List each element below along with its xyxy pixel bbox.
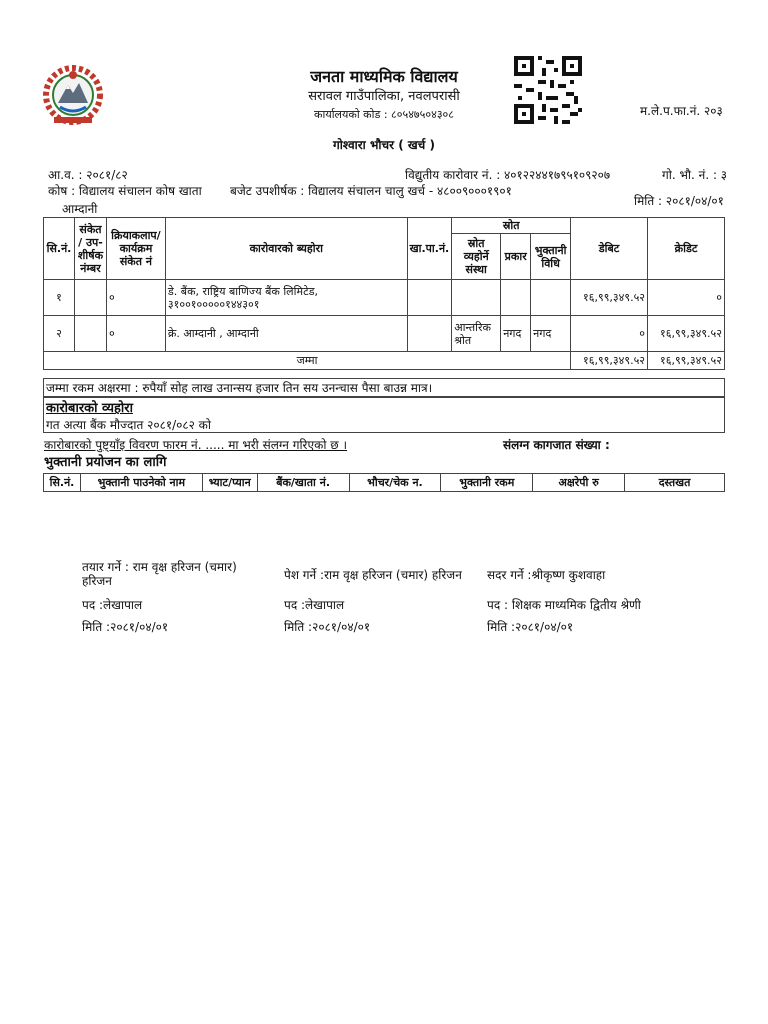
payment-heading: भुक्तानी प्रयोजन का लागि [44, 455, 167, 470]
narration-heading: कारोबारको व्यहोरा [46, 401, 133, 416]
signature-prepared-by [82, 560, 282, 634]
col-header-description: कारोवारको ब्यहोरा [165, 218, 407, 280]
qr-code-icon [514, 56, 582, 124]
col-header-debit: डेबिट [571, 218, 648, 280]
row-type: नगद [501, 316, 531, 352]
voucher-title: गोश्वारा भौचर ( खर्च ) [333, 138, 435, 152]
col-header-source-org: स्रोत व्यहोर्ने संस्था [452, 234, 501, 280]
col-header-type: प्रकार [501, 234, 531, 280]
amount-in-words: जम्मा रकम अक्षरमा : रुपैयाँ सोह लाख उनान्सय हजार तिन सय उनन्चास पैसा बाउन्न मात्र। [43, 378, 725, 397]
school-address: सरावल गाउँपालिका, नवलपरासी [308, 89, 460, 104]
budget-subheading: बजेट उपशीर्षक : विद्यालय संचालन चालु खर्च - ४८००९०००१९०१ [230, 184, 512, 198]
payment-table [43, 473, 725, 492]
row-credit: ० [648, 280, 725, 316]
payment-col-amount-words: अक्षरेपी रु [533, 474, 625, 492]
attachment-note: कारोबारको पुष्ट्याँइ विवरण फारम नं. ..... मा भरी संलग्न गरिएको छ । [44, 438, 348, 452]
payment-col-signature: दस्तखत [625, 474, 725, 492]
submitted-by-date: मिति :२०८१/०४/०१ [284, 620, 371, 634]
row-credit: १६,९९,३४९.५२ [648, 316, 725, 352]
total-credit: १६,९९,३४९.५२ [648, 352, 725, 370]
row-code [74, 316, 106, 352]
submitted-by-name: पेश गर्ने :राम वृक्ष हरिजन (चमार) हरिजन [284, 568, 462, 582]
row-source-org [452, 280, 501, 316]
signature-approved-by [487, 568, 727, 634]
col-header-ledger: खा.पा.नं. [407, 218, 452, 280]
total-debit: १६,९९,३४९.५२ [571, 352, 648, 370]
submitted-by-post: पद :लेखापाल [284, 598, 345, 612]
row-ledger [407, 316, 452, 352]
col-header-credit: क्रेडिट [648, 218, 725, 280]
row-sn: २ [44, 316, 75, 352]
table-header-row [44, 218, 725, 234]
payment-col-bank-account: बैंक/खाता नं. [257, 474, 349, 492]
approved-by-date: मिति :२०८१/०४/०१ [487, 620, 574, 634]
row-payment-method: नगद [531, 316, 571, 352]
payment-col-sn: सि.नं. [44, 474, 81, 492]
voucher-table [43, 217, 725, 370]
approved-by-name: सदर गर्ने :श्रीकृष्ण कुशवाहा [487, 568, 606, 582]
row-payment-method [531, 280, 571, 316]
row-ledger [407, 280, 452, 316]
table-row [44, 316, 725, 352]
income-label: आम्दानी [62, 202, 98, 216]
col-header-code: संकेत / उप-शीर्षक नंम्बर [74, 218, 106, 280]
voucher-number: गो. भौ. नं. : ३ [662, 168, 728, 182]
prepared-by-post: पद :लेखापाल [82, 598, 143, 612]
col-header-activity: क्रियाकलाप/ कार्यक्रम संकेत नं [106, 218, 165, 280]
narration-text: गत अत्या बैंक मौज्दात २०८१/०८२ को [46, 418, 211, 432]
payment-header-row [44, 474, 725, 492]
row-code [74, 280, 106, 316]
voucher-date: मिति : २०८१/०४/०१ [634, 194, 724, 208]
payment-col-vat-pan: भ्याट/प्यान [202, 474, 257, 492]
col-header-payment-method: भुक्तानी विधि [531, 234, 571, 280]
row-sn: १ [44, 280, 75, 316]
col-header-source: स्रोत [452, 218, 571, 234]
approved-by-post: पद : शिक्षक माध्यमिक द्वितीय श्रेणी [487, 598, 641, 612]
narration-box [43, 397, 725, 433]
total-row [44, 352, 725, 370]
row-debit: ० [571, 316, 648, 352]
form-number: म.ले.प.फा.नं. २०३ [640, 104, 723, 118]
fiscal-year: आ.व. : २०८१/८२ [48, 168, 128, 182]
row-type [501, 280, 531, 316]
payment-col-payee: भुक्तानी पाउनेको नाम [80, 474, 202, 492]
attached-docs-count-label: संलग्न कागजात संख्या : [503, 438, 610, 452]
row-description: क्रे. आम्दानी , आम्दानी [165, 316, 407, 352]
prepared-by-date: मिति :२०८१/०४/०१ [82, 620, 169, 634]
col-header-sn: सि.नं. [44, 218, 75, 280]
signature-submitted-by [284, 568, 484, 634]
prepared-by-name-cont: हरिजन [82, 574, 112, 588]
table-row [44, 280, 725, 316]
office-code: कार्यालयको कोड : ८०५४७५०४३०८ [314, 108, 454, 121]
payment-col-voucher-cheque: भौचर/चेक न. [349, 474, 441, 492]
payment-col-amount: भुक्तानी रकम [441, 474, 533, 492]
row-activity: ० [106, 316, 165, 352]
row-activity: ० [106, 280, 165, 316]
row-debit: १६,९९,३४९.५२ [571, 280, 648, 316]
electronic-transaction-number: विद्युतीय कारोवार नं. : ४०१२२४४१७९५१०९२०७ [405, 168, 611, 182]
school-name: जनता माध्यमिक विद्यालय [310, 67, 458, 86]
fund-name: कोष : विद्यालय संचालन कोष खाता [48, 184, 202, 198]
row-source-org: आन्तरिक श्रोत [452, 316, 501, 352]
total-label: जम्मा [44, 352, 571, 370]
row-description: डे. बैंक, राष्ट्रिय बाणिज्य बैंक लिमिटेड, ३१००१०००००१४४३०१ [165, 280, 407, 316]
prepared-by-name: तयार गर्ने : राम वृक्ष हरिजन (चमार) [82, 560, 237, 574]
